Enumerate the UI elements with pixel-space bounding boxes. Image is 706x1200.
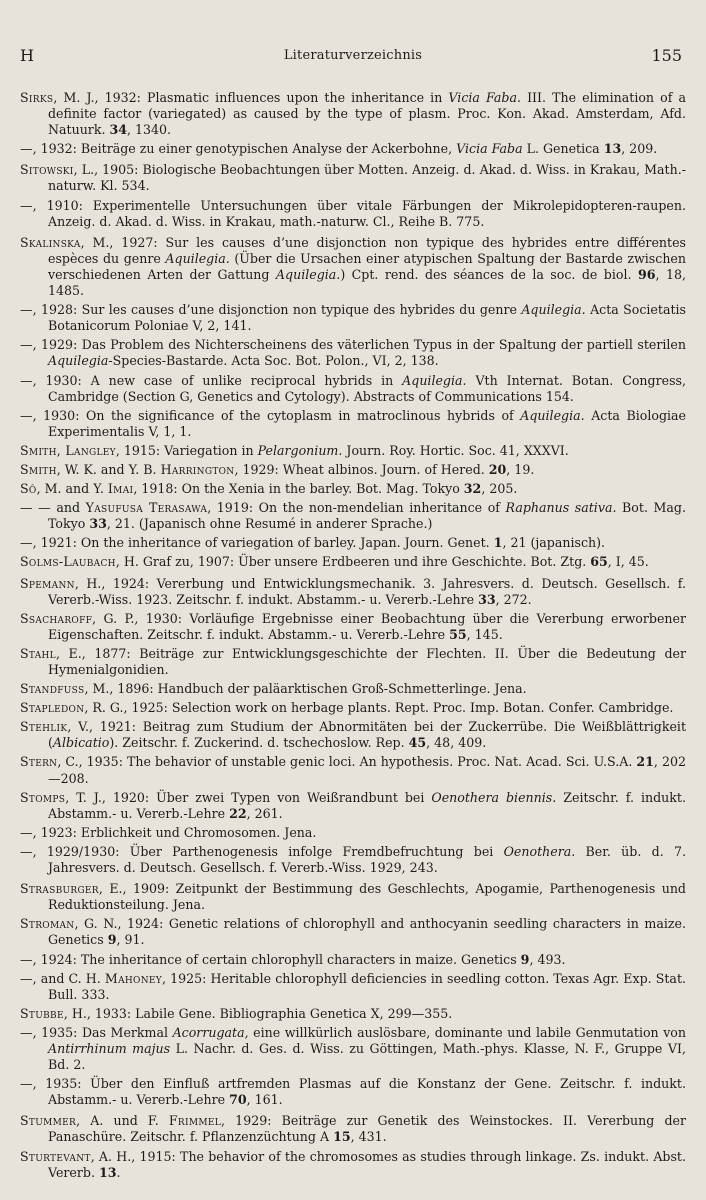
entry-text: , 18, 1485. bbox=[48, 266, 686, 299]
bibliography-entry bbox=[20, 198, 686, 230]
entry-text: , L., 1905: Biologische Beobachtungen über Motten. Anzeig. d. Akad. d. Wiss. in Krakau, Math.-naturw. Kl. 534. bbox=[48, 162, 686, 194]
entry-text: , G. P., 1930: Vorläufige Ergebnisse einer Beobachtung über die Vererbung erworbener Eigenschaften. Zeitschr. f. indukt. Abstamm.- u. Vererb.-Lehre bbox=[48, 610, 686, 642]
entry-text: Stehlik bbox=[20, 719, 68, 735]
entry-text: —, 1928: Sur les causes d’une disjonction non typique des hybrides du genre bbox=[20, 302, 522, 318]
entry-text: Solms-Laubach bbox=[20, 554, 116, 570]
entry-text: 22 bbox=[229, 805, 247, 821]
entry-text: —, 1932: Beiträge zu einer genotypischen Analyse der Ackerbohne, bbox=[20, 141, 457, 157]
entry-text: Zeitschr. f. indukt. Abstamm.- u. Vererb.-Lehre bbox=[48, 789, 686, 821]
entry-text: —, 1923: Erblichkeit und Chromosomen. Jena. bbox=[20, 824, 317, 840]
entry-text: Antirrhinum majus bbox=[48, 1040, 171, 1056]
bibliography-entry bbox=[20, 881, 686, 913]
bibliography-entry bbox=[20, 141, 686, 157]
entry-text: ) Cpt. rend. des séances de la soc. de biol. bbox=[340, 266, 638, 282]
entry-text: Albicatio bbox=[52, 735, 110, 751]
entry-text: —, 1930: On the significance of the cytoplasm in matroclinous hybrids of bbox=[20, 407, 521, 423]
entry-text: Stummer bbox=[20, 1113, 77, 1129]
entry-text: , 1340. bbox=[127, 122, 172, 138]
entry-text: Aquilegia. bbox=[521, 302, 586, 318]
entry-text: , 209. bbox=[621, 141, 658, 157]
entry-text: , 1915: Variegation in bbox=[115, 442, 258, 458]
bibliography-entry bbox=[20, 373, 686, 405]
bibliography-entry bbox=[20, 719, 686, 751]
entry-text: —, 1935: Das Merkmal bbox=[20, 1024, 173, 1040]
bibliography-entry bbox=[20, 754, 686, 786]
entry-text: , G. N., 1924: Genetic relations of chlorophyll and anthocyanin seedling characters in maize. Genetics bbox=[48, 916, 686, 948]
bibliography-entry bbox=[20, 1025, 686, 1073]
bibliography-entry bbox=[20, 790, 686, 822]
entry-text: 70 bbox=[229, 1092, 247, 1108]
entry-text: —, 1935: Über den Einfluß artfremden Plasmas auf die Konstanz der Gene. Zeitschr. f. indukt. Abstamm.- u. Vererb.-Lehre bbox=[20, 1076, 686, 1108]
bibliography-entry bbox=[20, 235, 686, 299]
entry-text: , M., 1896: Handbuch der paläarktischen Groß-Schmetterlinge. Jena. bbox=[84, 681, 527, 697]
bibliography-entry bbox=[20, 971, 686, 1003]
bibliography-entry bbox=[20, 916, 686, 948]
entry-text: 33 bbox=[478, 591, 496, 607]
entry-text: Stahl bbox=[20, 645, 56, 661]
entry-text: , 493. bbox=[529, 951, 566, 967]
page-header bbox=[20, 46, 686, 70]
entry-text: Raphanus sativa. bbox=[505, 500, 617, 516]
bibliography-entry bbox=[20, 611, 686, 643]
entry-text: Aquilegia. bbox=[275, 266, 341, 282]
bibliography-entry bbox=[20, 90, 686, 138]
entry-text: , 21 (japanisch). bbox=[502, 535, 606, 551]
entry-text: —, 1924: The inheritance of certain chlorophyll characters in maize. Genetics bbox=[20, 951, 521, 967]
entry-text: , T. J., 1920: Über zwei Typen von Weißrandbunt bei bbox=[65, 789, 432, 805]
entry-text: , H., 1924: Vererbung und Entwicklungsmechanik. 3. Jahresvers. d. Deutsch. Gesellsch. f. Vererb.-Wiss. 1923. Zeitschr. f. indukt. Abstamm.- u. Vererb.-Lehre bbox=[48, 575, 686, 607]
entry-text: Bot. Mag. Tokyo bbox=[48, 500, 686, 532]
entry-text: III. The elimination of a definite factor (variegated) as caused by the type of plasm. Proc. Kon. Akad. Amsterdam, Afd. Natuurk. bbox=[48, 90, 686, 138]
entry-text: 32 bbox=[463, 481, 482, 497]
entry-text: , E., 1909: Zeitpunkt der Bestimmung des Geschlechts, Apogamie, Parthenogenesis und Reduktionsteilung. Jena. bbox=[48, 881, 686, 913]
entry-text: , R. G., 1925: Selection work on herbage plants. Rept. Proc. Imp. Botan. Confer. Cambridge. bbox=[84, 700, 674, 716]
entry-text: , 1929: Beiträge zur Genetik des Weinstockes. II. Vererbung der Panaschüre. Zeitschr. f. Pflanzenzüchtung A bbox=[48, 1113, 687, 1145]
entry-text: 20 bbox=[488, 461, 507, 477]
entry-text: Vicia Faba. bbox=[448, 90, 521, 105]
entry-text: 45 bbox=[408, 735, 427, 751]
bibliography-entry bbox=[20, 535, 686, 551]
entry-text: Smith, Langley bbox=[20, 442, 116, 458]
entry-text: , E., 1877: Beiträge zur Entwicklungsgeschichte der Flechten. II. Über die Bedeutung der Hymenialgonidien. bbox=[48, 645, 686, 677]
entry-text: Oenothera. bbox=[503, 843, 576, 859]
bibliography-entry bbox=[20, 408, 686, 440]
entry-text: , 1929: Wheat albinos. Journ. of Hered. bbox=[234, 461, 489, 477]
section-letter: H bbox=[20, 46, 34, 65]
entry-text: Ssacharoff bbox=[20, 610, 93, 626]
bibliography-entry bbox=[20, 1076, 686, 1108]
bibliography-entry bbox=[20, 646, 686, 678]
entry-text: , 48, 409. bbox=[426, 735, 487, 751]
entry-text: —, and C. H. bbox=[20, 970, 105, 986]
entry-text: , 1925: Heritable chlorophyll deficiencies in seedling cotton. Texas Agr. Exp. Stat. Bull. 333. bbox=[48, 970, 687, 1002]
entry-text: 9 bbox=[107, 932, 117, 948]
entry-text: , 1919: On the non-mendelian inheritance of bbox=[207, 500, 506, 516]
entry-text: , V., 1921: Beitrag zum Studium der Abnormitäten bei der Zuckerrübe. Die Weißblättrigkeit ( bbox=[48, 719, 686, 751]
entry-text: Sturtevant bbox=[20, 1148, 91, 1164]
entry-text: Acorrugata bbox=[172, 1024, 245, 1040]
entry-text: 9 bbox=[520, 951, 530, 967]
entry-text: Sitowski bbox=[20, 162, 74, 178]
entry-text: ). Zeitschr. f. Zuckerind. d. tschechoslow. Rep. bbox=[109, 735, 409, 751]
entry-text: Skalinska bbox=[20, 234, 81, 250]
entry-text: , 161. bbox=[246, 1092, 283, 1108]
entry-text: 33 bbox=[89, 516, 107, 532]
entry-text: Spemann bbox=[20, 575, 75, 591]
entry-text: Aquilegia bbox=[48, 353, 109, 369]
entry-text: -Species-Bastarde. Acta Soc. Bot. Polon., VI, 2, 138. bbox=[108, 353, 439, 369]
bibliography-entry bbox=[20, 576, 686, 608]
entry-text: Aquilegia. bbox=[520, 407, 585, 423]
entry-text: , H., 1933: Labile Gene. Bibliographia Genetica X, 299—355. bbox=[63, 1005, 453, 1021]
entry-text: Oenothera biennis. bbox=[431, 789, 557, 805]
entry-text: Stubbe bbox=[20, 1005, 64, 1021]
entry-text: , H. Graf zu, 1907: Über unsere Erdbeeren und ihre Geschichte. Bot. Ztg. bbox=[115, 554, 591, 570]
entry-text: Stapledon bbox=[20, 700, 85, 716]
entry-text: , M. J., 1932: Plasmatic influences upon the inheritance in bbox=[53, 90, 449, 105]
entry-text: , 431. bbox=[350, 1129, 387, 1145]
entry-text: 96 bbox=[637, 266, 656, 282]
entry-text: , 1918: On the Xenia in the barley. Bot. Mag. Tokyo bbox=[133, 481, 464, 497]
entry-text: , M. and Y. bbox=[36, 481, 108, 497]
bibliography-list bbox=[20, 90, 686, 1184]
entry-text: Vth Internat. Botan. Congress, Cambridge (Section G, Genetics and Cytology). Abstracts of Communications 154. bbox=[48, 372, 687, 404]
entry-text: , 205. bbox=[481, 481, 518, 497]
bibliography-entry bbox=[20, 825, 686, 841]
entry-text: Sô bbox=[20, 481, 37, 497]
entry-text: 1 bbox=[493, 535, 503, 551]
bibliography-entry bbox=[20, 844, 686, 876]
entry-text: Aquilegia. bbox=[402, 372, 467, 388]
entry-text: Frimmel bbox=[168, 1113, 222, 1129]
bibliography-entry bbox=[20, 952, 686, 968]
entry-text: —, 1910: Experimentelle Untersuchungen über vitale Färbungen der Mikrolepidopteren-raupen. Anzeig. d. Akad. d. Wiss. in Krakau, math.-naturw. Cl., Reihe B. 775. bbox=[20, 197, 686, 229]
entry-text: , W. K. and Y. B. bbox=[56, 461, 161, 477]
bibliography-entry bbox=[20, 462, 686, 478]
entry-text: , 91. bbox=[116, 932, 145, 948]
entry-text: Standfuss bbox=[20, 681, 85, 697]
entry-text: . bbox=[116, 1164, 121, 1180]
entry-text: Journ. Roy. Hortic. Soc. 41, XXXVI. bbox=[342, 442, 569, 458]
entry-text: Mahoney bbox=[104, 970, 163, 986]
entry-text: 65 bbox=[590, 554, 608, 570]
bibliography-entry bbox=[20, 481, 686, 497]
entry-text: Sirks bbox=[20, 90, 54, 105]
page-number: 155 bbox=[651, 46, 682, 65]
entry-text: (Über die Ursachen einer atypischen Spaltung der Bastarde zwischen verschiedenen Arten der Gattung bbox=[48, 250, 686, 282]
entry-text: L. Genetica bbox=[522, 141, 604, 157]
entry-text: Pelargonium. bbox=[257, 442, 343, 458]
entry-text: , I, 45. bbox=[607, 554, 649, 570]
entry-text: —, 1930: A new case of unlike reciprocal hybrids in bbox=[20, 372, 403, 388]
entry-text: Stroman bbox=[20, 916, 75, 932]
entry-text: Ber. üb. d. 7. Jahresvers. d. Deutsch. Gesellsch. f. Vererb.-Wiss. 1929, 243. bbox=[48, 843, 686, 876]
entry-text: 34 bbox=[109, 122, 127, 138]
entry-text: —, 1929/1930: Über Parthenogenesis infolge Fremdbefruchtung bei bbox=[20, 843, 504, 859]
entry-text: , 272. bbox=[495, 591, 532, 607]
bibliography-entry bbox=[20, 1006, 686, 1022]
entry-text: Stomps bbox=[20, 789, 66, 805]
running-title: Literaturverzeichnis bbox=[283, 48, 423, 63]
bibliography-entry bbox=[20, 337, 686, 369]
bibliography-entry bbox=[20, 554, 686, 570]
bibliography-entry bbox=[20, 681, 686, 697]
entry-text: 55 bbox=[449, 626, 467, 642]
entry-text: Acta Biologiae Experimentalis V, 1, 1. bbox=[48, 407, 687, 439]
entry-text: Harrington bbox=[160, 461, 235, 477]
bibliography-entry bbox=[20, 162, 686, 194]
entry-text: , 21. (Japanisch ohne Resumé in anderer Sprache.) bbox=[106, 516, 433, 532]
entry-text: 21 bbox=[636, 754, 654, 770]
entry-text: — — and bbox=[20, 500, 86, 516]
entry-text: L. Nachr. d. Ges. d. Wiss. zu Göttingen, Math.-phys. Klasse, N. F., Gruppe VI, Bd. 2. bbox=[48, 1040, 686, 1073]
entry-text: 13 bbox=[98, 1164, 117, 1180]
entry-text: , A. und F. bbox=[76, 1113, 169, 1129]
entry-text: —, 1921: On the inheritance of variegation of barley. Japan. Journ. Genet. bbox=[20, 535, 494, 551]
entry-text: , 202—208. bbox=[48, 754, 686, 786]
bibliography-entry bbox=[20, 443, 686, 459]
entry-text: , 19. bbox=[506, 461, 535, 477]
entry-text: Aquilegia. bbox=[165, 250, 230, 266]
entry-text: , 261. bbox=[246, 805, 283, 821]
entry-text: Imai bbox=[107, 481, 134, 497]
entry-text: , M., 1927: Sur les causes d’une disjonction non typique des hybrides entre différentes espèces du genre bbox=[48, 234, 686, 266]
entry-text: Yasufusa Terasawa bbox=[85, 500, 208, 516]
entry-text: Stern bbox=[20, 754, 58, 770]
bibliography-entry bbox=[20, 302, 686, 334]
entry-text: , 145. bbox=[466, 626, 503, 642]
bibliography-entry bbox=[20, 500, 686, 532]
entry-text: Acta Societatis Botanicorum Poloniae V, 2, 141. bbox=[48, 302, 687, 334]
bibliography-entry bbox=[20, 1149, 686, 1181]
entry-text: , eine willkürlich auslösbare, dominante und labile Genmutation von bbox=[244, 1024, 687, 1040]
entry-text: , C., 1935: The behavior of unstable genic loci. An hypothesis. Proc. Nat. Acad. Sci. U.S.A. bbox=[57, 754, 637, 770]
entry-text: 15 bbox=[333, 1129, 351, 1145]
entry-text: 13 bbox=[603, 141, 622, 157]
entry-text: Smith bbox=[20, 461, 57, 477]
entry-text: Vicia Faba bbox=[456, 141, 523, 157]
entry-text: —, 1929: Das Problem des Nichterscheinens des väterlichen Typus in der Spaltung der partiell sterilen bbox=[20, 337, 686, 353]
bibliography-entry bbox=[20, 1113, 686, 1145]
entry-text: Strasburger bbox=[20, 881, 99, 897]
entry-text: , A. H., 1915: The behavior of the chromosomes as studies through linkage. Zs. indukt. Abst. Vererb. bbox=[48, 1148, 686, 1180]
bibliography-entry bbox=[20, 700, 686, 716]
